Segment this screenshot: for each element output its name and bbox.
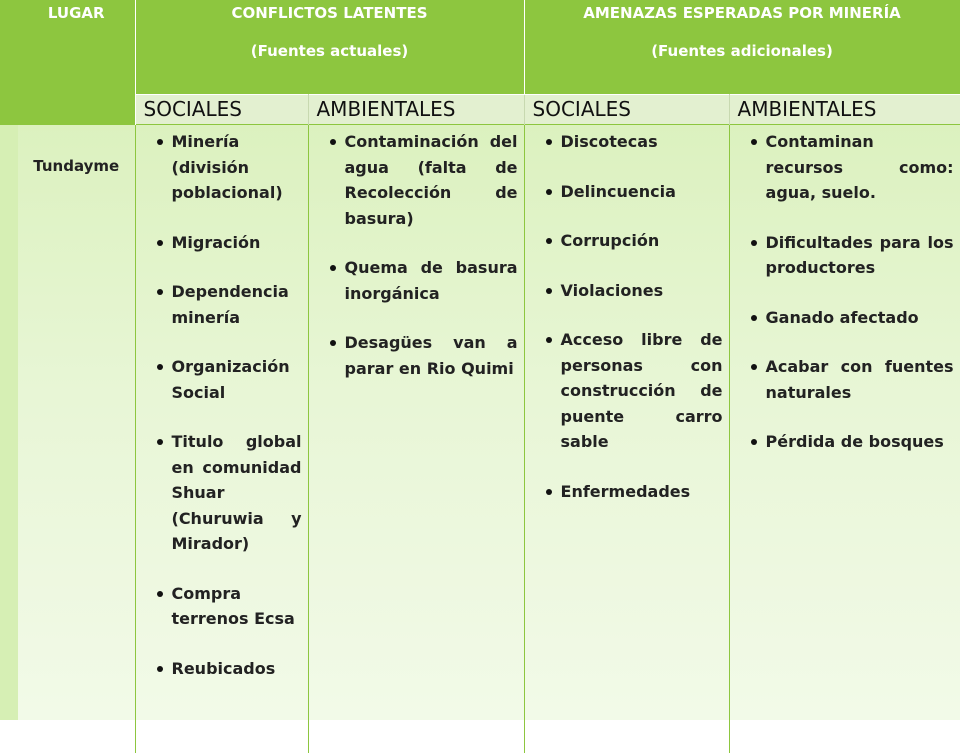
latentes-sociales-cell (135, 125, 308, 753)
list-item: Contaminación del agua (falta de Recolección de basura) (309, 129, 518, 231)
list-item: Acabar con fuentes naturales (730, 354, 954, 405)
header-amenazas-title: AMENAZAS ESPERADAS POR MINERÍA (525, 4, 960, 22)
list-item: Violaciones (525, 278, 723, 304)
conflicts-table (18, 0, 960, 753)
list-item: Reubicados (136, 656, 302, 682)
subheader-amenazas-sociales: SOCIALES (524, 95, 729, 125)
list-item: Dificultades para los productores (730, 230, 954, 281)
amenazas-ambientales-cell (729, 125, 960, 753)
header-lugar (18, 0, 135, 125)
list-item: Minería (división poblacional) (136, 129, 302, 206)
list-item: Organización Social (136, 354, 302, 405)
latentes-ambientales-cell (308, 125, 524, 753)
subheader-latentes-sociales: SOCIALES (135, 95, 308, 125)
list-item: Corrupción (525, 228, 723, 254)
header-amenazas-sub: (Fuentes adicionales) (525, 42, 960, 60)
subheader-latentes-ambientales: AMBIENTALES (308, 95, 524, 125)
list-item: Titulo global en comunidad Shuar (Churuwia y Mirador) (136, 429, 302, 557)
list-item: Quema de basura inorgánica (309, 255, 518, 306)
subheader-amenazas-ambientales: AMBIENTALES (729, 95, 960, 125)
list-item: Enfermedades (525, 479, 723, 505)
list-item: Contaminan recursos como: agua, suelo. (730, 129, 954, 206)
list-item: Delincuencia (525, 179, 723, 205)
header-lugar-label: LUGAR (18, 4, 135, 22)
header-conflictos-title: CONFLICTOS LATENTES (136, 4, 524, 22)
list-item: Dependencia minería (136, 279, 302, 330)
place-cell: Tundayme (18, 125, 135, 753)
list-item: Pérdida de bosques (730, 429, 954, 455)
header-amenazas (524, 0, 960, 95)
list-item: Acceso libre de personas con construcción de puente carro sable (525, 327, 723, 455)
list-item: Migración (136, 230, 302, 256)
list-item: Discotecas (525, 129, 723, 155)
list-item: Desagües van a parar en Rio Quimi (309, 330, 518, 381)
header-conflictos (135, 0, 524, 95)
amenazas-sociales-cell (524, 125, 729, 753)
list-item: Compra terrenos Ecsa (136, 581, 302, 632)
latentes-ambientales-list (309, 125, 524, 381)
list-item: Ganado afectado (730, 305, 954, 331)
left-accent-strip-lower (0, 125, 18, 720)
amenazas-ambientales-list (730, 125, 960, 455)
latentes-sociales-list (136, 125, 308, 681)
header-conflictos-sub: (Fuentes actuales) (136, 42, 524, 60)
amenazas-sociales-list (525, 125, 729, 504)
